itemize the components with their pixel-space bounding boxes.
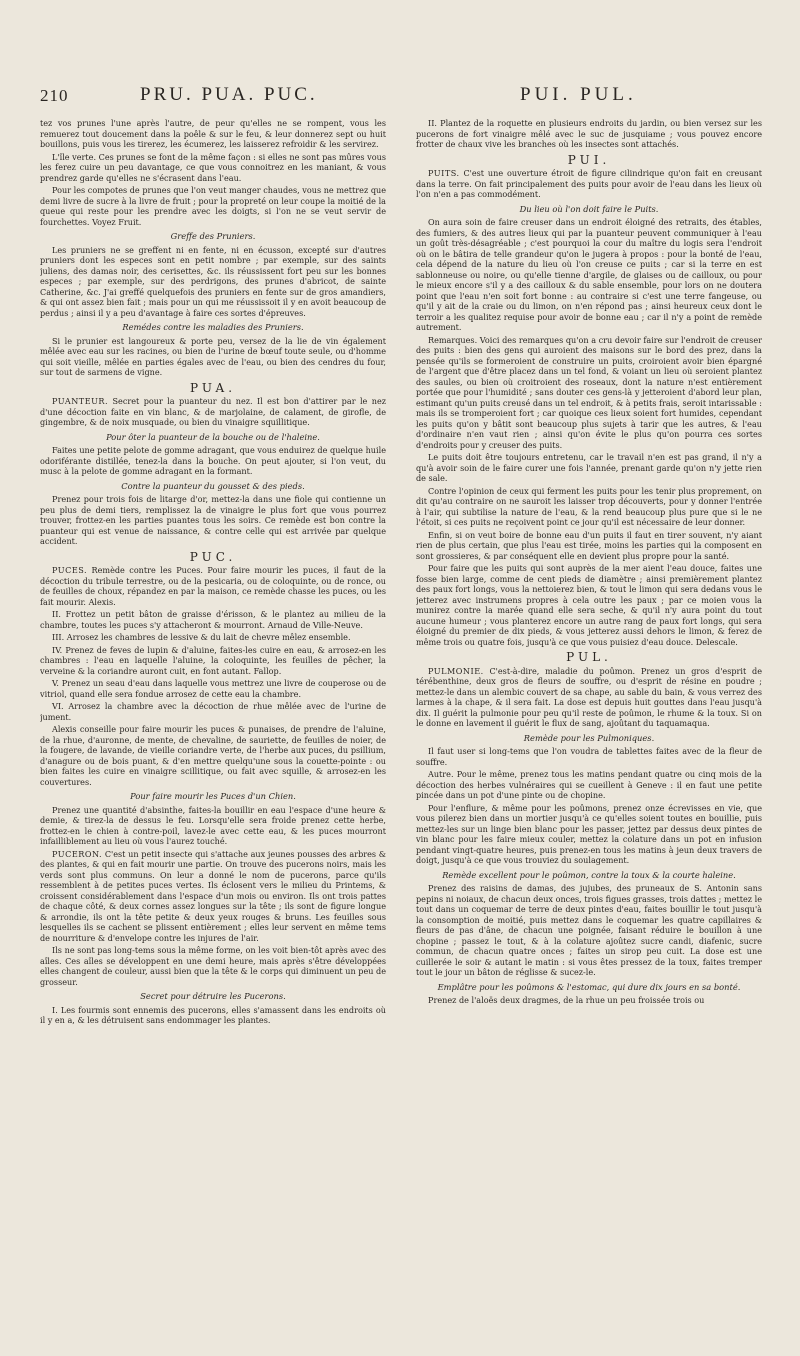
entry-keyword: PUCERON. xyxy=(52,848,103,859)
paragraph: Alexis conseille pour faire mourir les puces & punaises, de prendre de l'aluine, de la rhue, d'auronne, de mente, de chevaline, de sauriette, de feuilles de noier, de la fougere, de lavande, de vieille coriandre verte, de l'herbe aux puces, du psillium, d'anagure ou de bois puant, & d'en mettre quelqu'une sous la couette-pointe : ou bien faites les cuire en vinaigre scillitique, ou fait avec squille, & arrosez-en les couvertures. xyxy=(40,724,386,787)
paragraph: III. Arrosez les chambres de lessive & du lait de chevre mêlez ensemble. xyxy=(52,632,351,642)
paragraph: Si le prunier est langoureux & porte peu, versez de la lie de vin également mêlée avec eau sur les racines, ou bien de l'urine de bœuf toute seule, ou d'homme qui soit vieille, mêlée en parties égales avec de l'eau, ou bien des cendres du four, sur tout de sarmens de vigne. xyxy=(40,335,386,377)
section-heading: Secret pour détruire les Pucerons. xyxy=(140,991,286,1001)
entry-keyword: PULMONIE. xyxy=(428,665,484,676)
paragraph: Remarques. Voici des remarques qu'on a cru devoir faire sur l'endroit de creuser des puits : bien des gens qui auroient des maisons sur le bord des prez, dans la pensée qu'ils se formeroient de construire un puits, croiroient avoir bien épargné de l'argent que d'être placez dans un tel fond, & voiant un lieu où seroient plantez des saules, ou bien où croitroient des roseaux, dont la nature n'est entièrement portée que pour l'humidité ; sans douter ces gens-là y jetteroient d'abord leur plan, estimant qu'un puits creusé dans un tel endroit, & à petits frais, seroit intarissable : mais ils se tromperoient fort ; car quoique ces lieux soient fort humides, cependant les puits qu'on y bâtit sont beaucoup plus sujets à tarir que les autres, & l'eau d'ordinaire n'en vaut rien ; ainsi qu'on évite le plus qu'on pourra ces sortes d'endroits pour y creuser des puits. xyxy=(416,334,762,450)
entry-paragraph xyxy=(40,565,386,607)
paragraph: Enfin, si on veut boire de bonne eau d'un puits il faut en tirer souvent, n'y aiant rien de plus certain, que plus l'eau est tirée, moins les parties qui la composent en sont grossieres, & par conséquent elle en devient plus propre pour la santé. xyxy=(416,529,762,561)
right-column xyxy=(416,118,762,1346)
paragraph: Contre l'opinion de ceux qui ferment les puits pour les tenir plus proprement, on dit qu'au contraire on ne sauroit les laisser trop découverts, pour y donner l'entrée à l'air, qui subtilise la nature de l'eau, & la rend beaucoup plus pure que si le ne l'étoit, si ces puits ne reçoivent point ce jour qu'il est nécessaire de leur donner. xyxy=(416,485,762,527)
letter-heading: PUI. xyxy=(567,152,611,167)
letter-heading: PUA. xyxy=(189,380,237,395)
paragraph: Prenez de l'aloës deux dragmes, de la rhue un peu froissée trois ou xyxy=(428,995,705,1005)
page-number: 210 xyxy=(40,86,69,105)
section-heading: Greffe des Pruniers. xyxy=(170,231,256,241)
paragraph: Prenez des raisins de damas, des jujubes, des pruneaux de S. Antonin sans pepins ni noiaux, de chacun deux onces, trois figues grasses, trois dattes ; mettez le tout dans un coquemar de terre de deux pintes d'eau, faites bouillir le tout jusqu'à la consomption de moitié, puis mettez dans le coquemar les quatre capillaires & fleurs de pas d'âne, de chacun une poignée, faisant réduire le bouillon à une chopine ; passez le tout, & à la colature ajoûtez sucre candi, diafenic, sucre commun, de chacun quatre onces ; faites un sirop peu cuit. La dose est une cuillerée le soir & autant le matin : si vous êtes pressez de la toux, faites tremper tout le jour un bâton de réglisse & sucez-le. xyxy=(416,883,762,977)
left-column xyxy=(40,118,386,1346)
section-heading: Pour faire mourir les Puces d'un Chien. xyxy=(130,791,296,801)
entry-keyword: PUITS. xyxy=(428,168,460,178)
paragraph: Prenez pour trois fois de litarge d'or, mettez-la dans une fiole qui contienne un peu plus de demi tiers, remplissez la de vinaigre le plus fort que vous pourrez trouver, frottez-en les parties puantes tous les soirs. Ce remède est bon contre la puanteur qui est venue de naissance, & contre celle qui est arrivée par quelque accident. xyxy=(40,494,386,546)
section-heading: Emplâtre pour les poûmons & l'estomac, qui dure dix jours en sa bonté. xyxy=(437,981,741,992)
section-heading: Remède excellent pour le poûmon, contre la toux & la courte haleine. xyxy=(442,869,736,880)
entry-paragraph xyxy=(416,666,762,729)
entry-text: C'est une ouverture étroit de figure cilindrique qu'on fait en creusant dans la terre. On fait principalement des puits pour avoir de l'eau dans les lieux où l'on n'en a pas commodément. xyxy=(416,168,762,199)
paragraph: Autre. Pour le même, prenez tous les matins pendant quatre ou cinq mois de la décoction des herbes vulnéraires qui se cueillent à Geneve : il en faut une petite pincée dans un pot d'une pinte ou de chopine. xyxy=(416,769,762,800)
paragraph: II. Frottez un petit bâton de graisse d'érisson, & le plantez au milieu de la chambre, toutes les puces s'y attacheront & mourront. Arnaud de Ville-Neuve. xyxy=(40,609,386,630)
paragraph: On aura soin de faire creuser dans un endroit éloigné des retraits, des étables, des fumiers, & des autres lieux qui par la puanteur peuvent communiquer à l'eau un goût très-désagréable ; c'est pourquoi la cour du maître du logis sera l'endroit où on le bâtira de telle grandeur qu'on le jugera à propos : pour la bonté de l'eau, cela dépend de la nature du lieu où l'on creuse ce puits ; car si la terre en est sablonneuse ou noire, ou qu'elle tienne d'argile, de glaises ou de cailloux, ou pour le mieux encore s'il y a des cailloux & du sable ensemble, pour lors on ne doutera point que l'eau n'en soit fort bonne : au contraire si c'est une terre fangeuse, ou qu'il y ait de la craie ou du limon, on n'en répond pas ; ainsi heureux ceux dont le terroir a les qualitez requise pour avoir de bonne eau ; car il n'y a point de remède autrement. xyxy=(416,217,762,332)
section-heading: Remède pour les Pulmoniques. xyxy=(523,732,655,743)
paragraph: Les pruniers ne se greffent ni en fente, ni en écusson, excepté sur d'autres pruniers dont les especes sont en petit nombre ; par exemple, sur des saints juliens, des damas noir, des cerisettes, &c. ils réussissent fort peu sur les bonnes especes ; par exemple, sur des perdrigons, des prunes d'abricot, de sainte Catherine, &c. J'ai greffé quelquefois des pruniers en fente sur de gros amandiers, & qui ont assez bien fait ; mais pour un qui me réussissoit il y en avoit beaucoup de perdus ; ainsi il y a peu d'avantage à faire ces sortes d'épreuves. xyxy=(40,244,386,318)
text-columns xyxy=(40,118,762,1346)
letter-heading: PUC. xyxy=(189,549,237,564)
section-heading: Pour ôter la puanteur de la bouche ou de l'haleine. xyxy=(106,431,320,442)
entry-paragraph xyxy=(40,396,386,428)
paragraph: Prenez une quantité d'absinthe, faites-la bouillir en eau l'espace d'une heure & demie, & tirez-la de dessus le feu. Lorsqu'elle sera froide prenez cette herbe, frottez-en le chien à contre-poil, lavez-le avec cette eau, & les puces mourront infailliblement au lieu où vous l'aurez touché. xyxy=(40,804,386,846)
section-heading: Contre la puanteur du gousset & des pieds. xyxy=(121,480,305,491)
paragraph: VI. Arrosez la chambre avec la décoction de rhue mêlée avec de l'urine de jument. xyxy=(40,701,386,722)
entry-text: Remède contre les Puces. Pour faire mourir les puces, il faut de la décoction du tribule terrestre, ou de la pesicaria, ou de coloquinte, ou de ronce, ou de feuilles de choux, répandez en par la maison, ce remède chasse les puces, ou les fait mourir. Alexis. xyxy=(40,565,386,607)
entry-keyword: PUANTEUR. xyxy=(52,396,109,406)
entry-paragraph xyxy=(40,849,386,944)
paragraph: Le puits doit être toujours entretenu, car le travail n'en est pas grand, il n'y a qu'à avoir soin de le faire curer une fois l'année, prenant garde qu'on n'y jette rien de sale. xyxy=(416,452,762,483)
page-header xyxy=(40,82,760,112)
running-title-left: PRU. PUA. PUC. xyxy=(140,84,318,105)
entry-keyword: PUCES. xyxy=(52,565,88,575)
paragraph: II. Plantez de la roquette en plusieurs endroits du jardin, ou bien versez sur les pucerons de fort vinaigre mêlé avec le suc de jusquiame ; vous pouvez encore frotter de chaux vive les branches où les insectes sont attachés. xyxy=(416,118,762,149)
entry-text: C'est-à-dire, maladie du poûmon. Prenez un gros d'esprit de térébenthine, deux gros de fleurs de souffre, ou d'esprit de résine en poudre ; mettez-le dans un alembic couvert de sa chape, au sable du bain, & vous verrez des larmes à la chape, & il sera fait. La dose est depuis huit gouttes dans l'eau jusqu'à dix. Il guérit la pulmonie pour peu qu'il reste de poûmon, le rhume & la toux. Si on le donne en lavement il guérit le flux de sang, ajoûtant du taquamaqua. xyxy=(416,665,762,728)
paragraph: I. Les fourmis sont ennemis des pucerons, elles s'amassent dans les endroits où il y en a, & les détruisent sans endommager les plantes. xyxy=(40,1004,386,1025)
paragraph: Pour faire que les puits qui sont auprès de la mer aient l'eau douce, faites une fosse bien large, comme de cent pieds de diamètre ; ainsi premièrement plantez des paux fort longs, vous la nettoierez bien, & tout le limon qui sera dedans vous le jetterez avec instrumens propres à cela outre les paux ; par ce moien vous la munirez contre la marée quand elle sera seche, & qu'il n'y aura point du tout aucune humeur ; vous planterez encore un autre rang de paux fort longs, qui sera éloigné du premier de dix pieds, & vous jetterez aussi dehors le limon, & ferez de même trois ou quatre fois, jusqu'à ce que vous puisiez d'eau douce. Delescale. xyxy=(416,563,762,647)
paragraph: Il faut user si long-tems que l'on voudra de tablettes faites avec de la fleur de souffre. xyxy=(416,746,762,767)
paragraph: Faites une petite pelote de gomme adragant, que vous enduirez de quelque huile odoriférante distillée, tenez-la dans la bouche. On peut ajouter, si l'on veut, du musc à la pelote de gomme adragant en la formant. xyxy=(40,445,386,476)
entry-paragraph xyxy=(416,168,762,200)
paragraph: Pour les compotes de prunes que l'on veut manger chaudes, vous ne mettrez que demi livre de sucre à la livre de fruit ; pour la propreté on leur coupe la moitié de la queue qui reste pour les prendre avec les doigts, si l'on ne se veut servir de fourchettes. Voyez Fruit. xyxy=(40,185,386,227)
section-heading: Remédes contre les maladies des Pruniers. xyxy=(122,322,304,332)
paragraph: Ils ne sont pas long-tems sous la même forme, on les voit bien-tôt après avec des aîles. Ces aîles se développent en une demi heure, mais après s'être développées elles changent de couleur, aussi bien que la tête & le corps qui diminuent un peu de grosseur. xyxy=(40,945,386,987)
paragraph: V. Prenez un seau d'eau dans laquelle vous mettrez une livre de couperose ou de vitriol, quand elle sera fondue arrosez de cette eau la chambre. xyxy=(40,678,386,699)
paragraph: IV. Prenez de feves de lupin & d'aluine, faites-les cuire en eau, & arrosez-en les chambres : l'eau en laquelle l'aluine, la coloquinte, les feuilles de pêcher, la verveine & la coriandre auront cuit, en font autant. Fallop. xyxy=(40,644,386,676)
running-title-right: PUI. PUL. xyxy=(520,84,637,105)
letter-heading: PUL. xyxy=(566,650,612,664)
paragraph: tez vos prunes l'une après l'autre, de peur qu'elles ne se rompent, vous les remuerez tout doucement dans la poêle & sur le feu, & leur donnerez sept ou huit bouillons, puis vous les tirerez, les écumerez, les laisserez refroidir & les servirez. xyxy=(40,118,386,149)
entry-text: C'est un petit insecte qui s'attache aux jeunes pousses des arbres & des plantes, & qui en fait mourir une partie. On trouve des pucerons noirs, mais les verds sont plus communs. On leur a donné le nom de pucerons, parce qu'ils ressemblent à de petites puces vertes. Ils éclosent vers le milieu du Printems, & croissent considérablement dans l'espace d'un mois ou environ. Ils ont trois pattes de chaque côté, & deux cornes assez longues sur la tête ; ils sont de figure longue & arrondie, ils ont la tête petite & deux yeux rouges & bruns. Les feuilles sous lesquelles ils se cachent se plissent entièrement ; elles leur servent en même tems de nourriture & d'envelope contre les injures de l'air. xyxy=(40,848,386,943)
paragraph: L'île verte. Ces prunes se font de la même façon : si elles ne sont pas mûres vous les ferez cuire un peu davantage, ce que vous connoitrez en les maniant, & vous prendrez garde qu'elles ne s'écrasent dans l'eau. xyxy=(40,151,386,183)
entry-text: Secret pour la puanteur du nez. Il est bon d'attirer par le nez d'une décoction faite en vin blanc, & de marjolaine, de calament, de girofle, de gingembre, & de noix musquade, ou bien du vinaigre squillitique. xyxy=(40,396,386,427)
paragraph: Pour l'enflure, & même pour les poûmons, prenez onze écrevisses en vie, que vous pilerez bien dans un mortier jusqu'à ce qu'elles soient toutes en bouillie, puis mettez-les sur un linge bien blanc pour les passer, jettez par dessus deux pintes de vin blanc pour les faire mieux couler, mettez la colature dans un pot en infusion pendant vingt-quatre heures, puis prenez-en tous les matins à jeun deux travers de doigt, jusqu'à ce que vous trouviez du soulagement. xyxy=(416,802,762,865)
section-heading: Du lieu où l'on doit faire le Puits. xyxy=(519,203,659,214)
